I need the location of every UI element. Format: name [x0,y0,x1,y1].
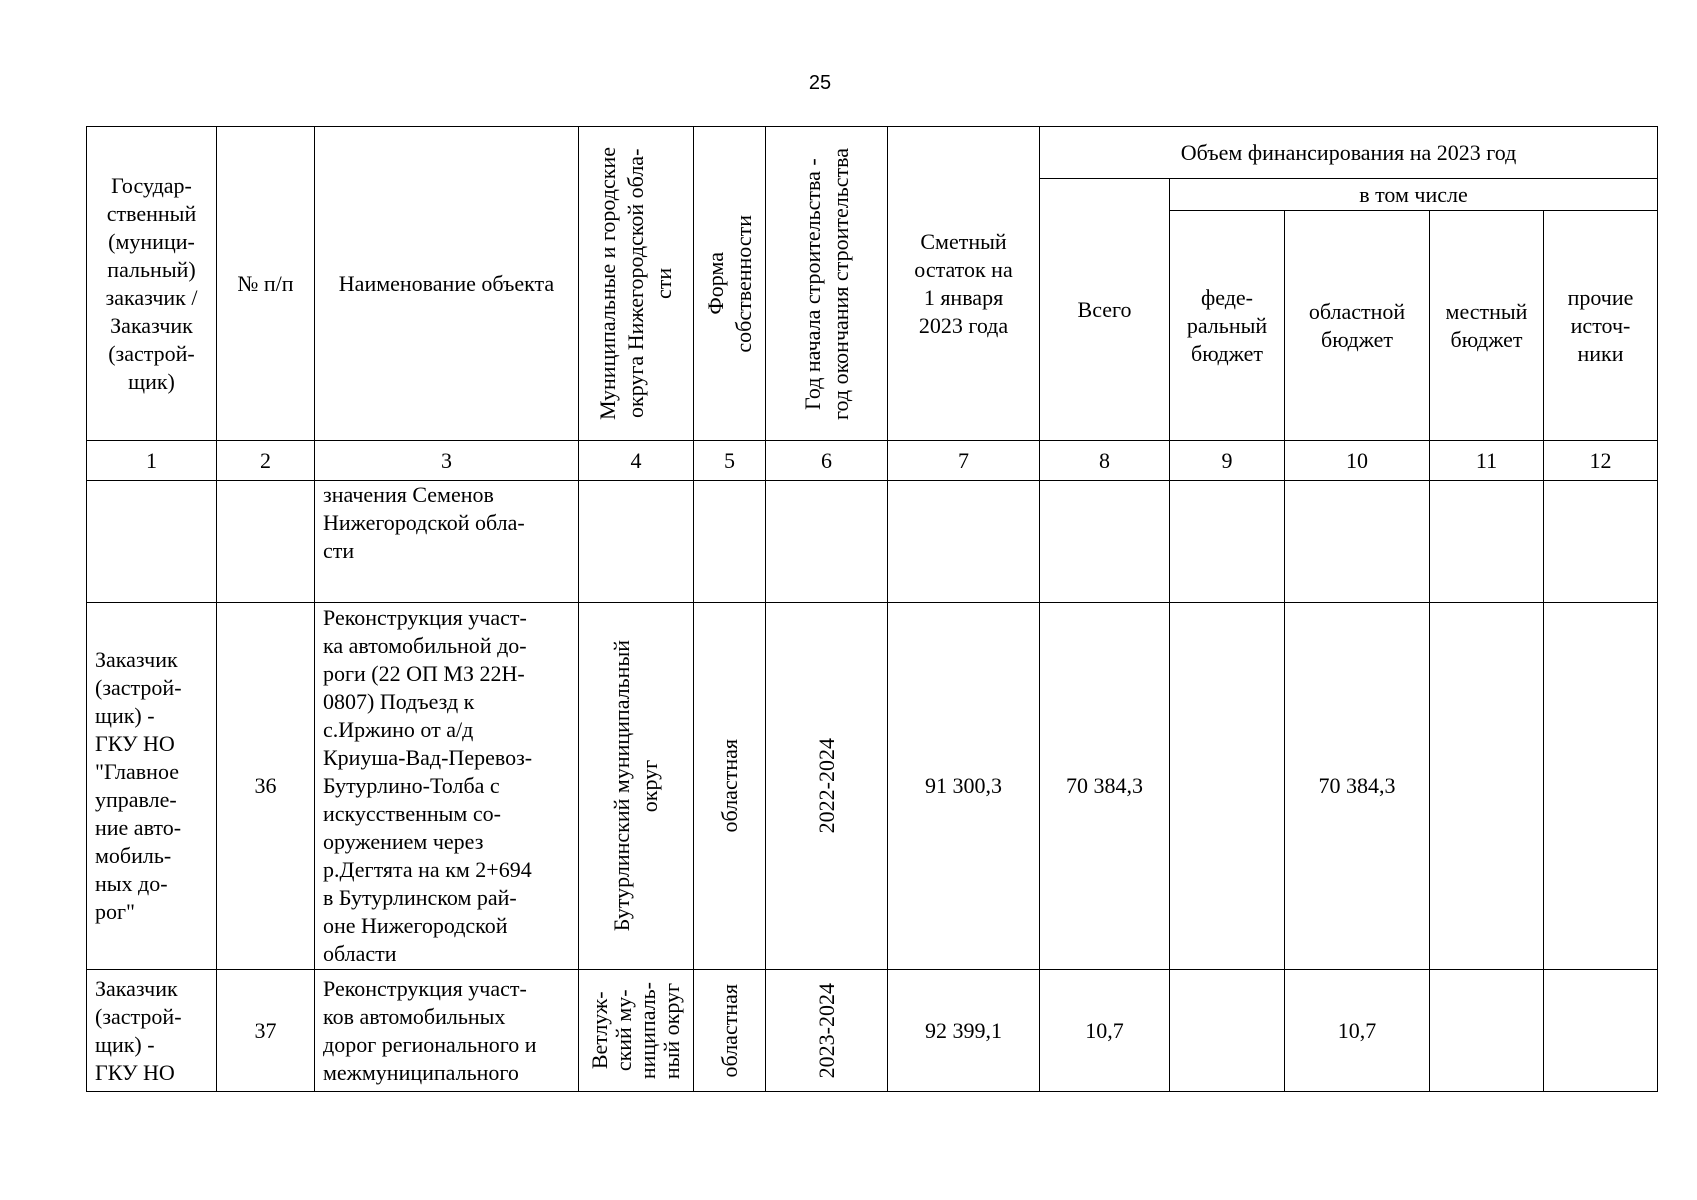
column-number-row [87,441,1658,481]
column-number: 9 [1170,441,1285,481]
column-number: 4 [579,441,694,481]
row-balance: 92 399,1 [888,970,1040,1092]
header-object-name: Наименование объекта [315,127,579,441]
header-funding-group: Объем финансирования на 2023 год [1040,127,1658,179]
row-municipality [579,603,694,970]
row-object-name: значения Семенов Нижегородской обла- сти [315,481,579,603]
column-number: 2 [217,441,315,481]
column-number: 8 [1040,441,1170,481]
row-municipality [579,970,694,1092]
row-number: 37 [217,970,315,1092]
header-estimated-balance: Сметный остаток на 1 января 2023 года [888,127,1040,441]
row-federal [1170,481,1285,603]
header-including: в том числе [1170,179,1658,211]
header-ownership [694,127,766,441]
row-years-text: 2022-2024 [813,738,839,834]
page-number: 25 [808,72,832,94]
table-row [87,481,1658,603]
row-ownership [694,603,766,970]
financing-table [86,126,1658,1092]
header-customer: Государ- ственный (муници- пальный) заказчик / Заказчик (застрой- щик) [87,127,217,441]
header-regional-budget: областной бюджет [1285,211,1430,441]
row-ownership [694,481,766,603]
header-federal-budget: феде- ральный бюджет [1170,211,1285,441]
column-number: 7 [888,441,1040,481]
row-other [1544,481,1658,603]
header-local-budget: местный бюджет [1430,211,1544,441]
row-municipality-text: Бутурлинский муниципальный округ [609,640,662,932]
column-number: 3 [315,441,579,481]
row-ownership-text: областная [716,983,742,1078]
column-number: 11 [1430,441,1544,481]
header-total: Всего [1040,179,1170,441]
table-row [87,970,1658,1092]
row-federal [1170,603,1285,970]
row-years [766,481,888,603]
row-object-name: Реконструкция участ- ков автомобильных дорог регионального и межмуниципального [315,970,579,1092]
row-ownership-text: областная [716,739,742,833]
header-years-text: Год начала строительства - год окончания строительства [799,147,853,420]
header-municipality [579,127,694,441]
row-object-name: Реконструкция участ- ка автомобильной до- роги (22 ОП МЗ 22Н- 0807) Подъезд к с.Иржино от а/д Криуша-Вад-Перевоз- Бутурлино-Толба с искусственным со- оружением через р.Дегтята на км 2+694 в Бутурлинском рай- оне Нижегородской области [315,603,579,970]
row-number: 36 [217,603,315,970]
row-customer: Заказчик (застрой- щик) - ГКУ НО "Главное управле- ние авто- мобиль- ных до- рог" [87,603,217,970]
row-regional: 70 384,3 [1285,603,1430,970]
row-customer: Заказчик (застрой- щик) - ГКУ НО [87,970,217,1092]
row-regional: 10,7 [1285,970,1430,1092]
column-number: 10 [1285,441,1430,481]
row-balance: 91 300,3 [888,603,1040,970]
column-number: 6 [766,441,888,481]
column-number: 12 [1544,441,1658,481]
row-local [1430,603,1544,970]
row-local [1430,481,1544,603]
column-number: 1 [87,441,217,481]
header-number: № п/п [217,127,315,441]
row-other [1544,970,1658,1092]
row-balance [888,481,1040,603]
row-years [766,603,888,970]
row-municipality-text: Ветлуж- ский му- ниципаль- ный округ [587,981,684,1080]
table-row [87,603,1658,970]
row-federal [1170,970,1285,1092]
column-number: 5 [694,441,766,481]
row-years [766,970,888,1092]
row-total [1040,481,1170,603]
header-ownership-text: Форма собственности [702,214,756,353]
header-municipality-text: Муниципальные и городские округа Нижегородской обла- сти [595,147,676,420]
row-customer [87,481,217,603]
row-years-text: 2023-2024 [813,982,839,1079]
row-municipality [579,481,694,603]
row-other [1544,603,1658,970]
header-years [766,127,888,441]
row-total: 10,7 [1040,970,1170,1092]
row-ownership [694,970,766,1092]
row-total: 70 384,3 [1040,603,1170,970]
row-regional [1285,481,1430,603]
row-number [217,481,315,603]
row-local [1430,970,1544,1092]
header-other-sources: прочие источ- ники [1544,211,1658,441]
